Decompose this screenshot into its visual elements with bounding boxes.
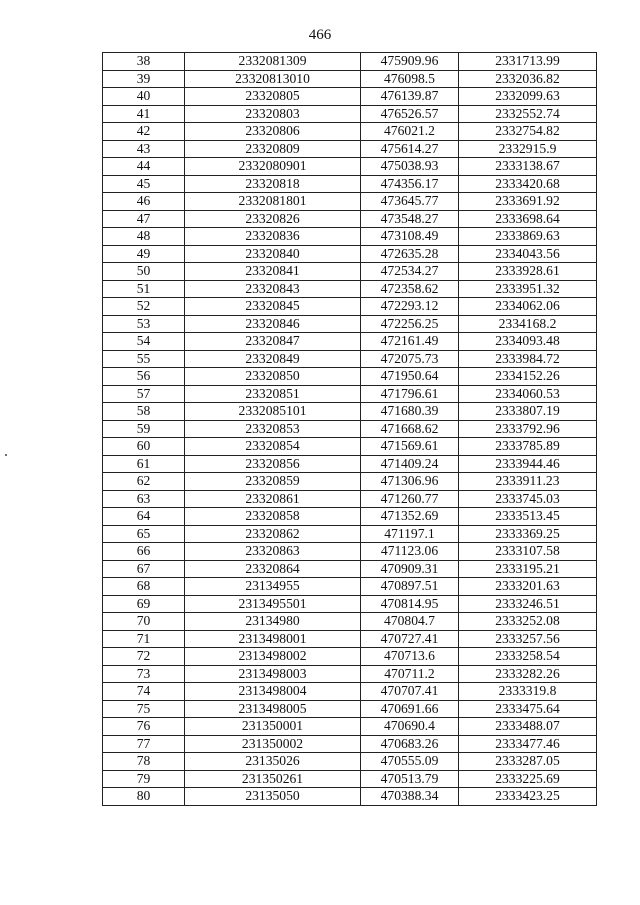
y-coordinate-cell: 2334060.53 xyxy=(459,385,597,403)
table-row xyxy=(103,403,597,421)
table-row xyxy=(103,543,597,561)
row-index-cell: 47 xyxy=(103,210,185,228)
table-row xyxy=(103,298,597,316)
point-id-cell: 23320806 xyxy=(185,123,361,141)
x-coordinate-cell: 471123.06 xyxy=(361,543,459,561)
point-id-cell: 2313498003 xyxy=(185,665,361,683)
point-id-cell: 23135050 xyxy=(185,788,361,806)
x-coordinate-cell: 471260.77 xyxy=(361,490,459,508)
x-coordinate-cell: 472635.28 xyxy=(361,245,459,263)
point-id-cell: 231350002 xyxy=(185,735,361,753)
row-index-cell: 49 xyxy=(103,245,185,263)
table-row xyxy=(103,665,597,683)
row-index-cell: 42 xyxy=(103,123,185,141)
y-coordinate-cell: 2333984.72 xyxy=(459,350,597,368)
row-index-cell: 45 xyxy=(103,175,185,193)
table-row xyxy=(103,630,597,648)
row-index-cell: 72 xyxy=(103,648,185,666)
y-coordinate-cell: 2333195.21 xyxy=(459,560,597,578)
table-row xyxy=(103,140,597,158)
x-coordinate-cell: 472358.62 xyxy=(361,280,459,298)
point-id-cell: 23320803 xyxy=(185,105,361,123)
point-id-cell: 23320836 xyxy=(185,228,361,246)
x-coordinate-cell: 471668.62 xyxy=(361,420,459,438)
x-coordinate-cell: 475909.96 xyxy=(361,53,459,71)
x-coordinate-cell: 471950.64 xyxy=(361,368,459,386)
table-row xyxy=(103,158,597,176)
x-coordinate-cell: 476098.5 xyxy=(361,70,459,88)
point-id-cell: 23320826 xyxy=(185,210,361,228)
table-row xyxy=(103,350,597,368)
y-coordinate-cell: 2334043.56 xyxy=(459,245,597,263)
row-index-cell: 40 xyxy=(103,88,185,106)
table-row xyxy=(103,315,597,333)
point-id-cell: 23320846 xyxy=(185,315,361,333)
y-coordinate-cell: 2334152.26 xyxy=(459,368,597,386)
y-coordinate-cell: 2333869.63 xyxy=(459,228,597,246)
point-id-cell: 2332081309 xyxy=(185,53,361,71)
point-id-cell: 23320841 xyxy=(185,263,361,281)
x-coordinate-cell: 470897.51 xyxy=(361,578,459,596)
row-index-cell: 60 xyxy=(103,438,185,456)
table-row xyxy=(103,70,597,88)
row-index-cell: 78 xyxy=(103,753,185,771)
row-index-cell: 76 xyxy=(103,718,185,736)
table-row xyxy=(103,735,597,753)
x-coordinate-cell: 470555.09 xyxy=(361,753,459,771)
point-id-cell: 23134980 xyxy=(185,613,361,631)
row-index-cell: 41 xyxy=(103,105,185,123)
x-coordinate-cell: 471680.39 xyxy=(361,403,459,421)
point-id-cell: 23320843 xyxy=(185,280,361,298)
row-index-cell: 61 xyxy=(103,455,185,473)
table-row xyxy=(103,175,597,193)
table-row xyxy=(103,613,597,631)
point-id-cell: 23320813010 xyxy=(185,70,361,88)
table-row xyxy=(103,333,597,351)
point-id-cell: 23320862 xyxy=(185,525,361,543)
table-row xyxy=(103,88,597,106)
y-coordinate-cell: 2333513.45 xyxy=(459,508,597,526)
table-row xyxy=(103,525,597,543)
row-index-cell: 50 xyxy=(103,263,185,281)
point-id-cell: 2313498004 xyxy=(185,683,361,701)
coordinates-table-body xyxy=(103,53,597,806)
row-index-cell: 64 xyxy=(103,508,185,526)
table-row xyxy=(103,718,597,736)
y-coordinate-cell: 2333287.05 xyxy=(459,753,597,771)
y-coordinate-cell: 2333138.67 xyxy=(459,158,597,176)
point-id-cell: 23320853 xyxy=(185,420,361,438)
point-id-cell: 23320851 xyxy=(185,385,361,403)
x-coordinate-cell: 470804.7 xyxy=(361,613,459,631)
x-coordinate-cell: 471352.69 xyxy=(361,508,459,526)
x-coordinate-cell: 472161.49 xyxy=(361,333,459,351)
y-coordinate-cell: 2333698.64 xyxy=(459,210,597,228)
table-row xyxy=(103,368,597,386)
table-row xyxy=(103,700,597,718)
table-row xyxy=(103,210,597,228)
row-index-cell: 69 xyxy=(103,595,185,613)
point-id-cell: 23320858 xyxy=(185,508,361,526)
x-coordinate-cell: 470707.41 xyxy=(361,683,459,701)
table-row xyxy=(103,473,597,491)
table-row xyxy=(103,280,597,298)
x-coordinate-cell: 470690.4 xyxy=(361,718,459,736)
y-coordinate-cell: 2332915.9 xyxy=(459,140,597,158)
table-row xyxy=(103,770,597,788)
point-id-cell: 23320840 xyxy=(185,245,361,263)
y-coordinate-cell: 2333928.61 xyxy=(459,263,597,281)
y-coordinate-cell: 2333201.63 xyxy=(459,578,597,596)
row-index-cell: 58 xyxy=(103,403,185,421)
x-coordinate-cell: 470683.26 xyxy=(361,735,459,753)
y-coordinate-cell: 2333691.92 xyxy=(459,193,597,211)
y-coordinate-cell: 2333785.89 xyxy=(459,438,597,456)
x-coordinate-cell: 470727.41 xyxy=(361,630,459,648)
page-number: 466 xyxy=(308,27,332,43)
table-row xyxy=(103,560,597,578)
y-coordinate-cell: 2333944.46 xyxy=(459,455,597,473)
y-coordinate-cell: 2333225.69 xyxy=(459,770,597,788)
x-coordinate-cell: 473108.49 xyxy=(361,228,459,246)
y-coordinate-cell: 2333420.68 xyxy=(459,175,597,193)
point-id-cell: 2313498001 xyxy=(185,630,361,648)
row-index-cell: 68 xyxy=(103,578,185,596)
point-id-cell: 23320859 xyxy=(185,473,361,491)
y-coordinate-cell: 2333911.23 xyxy=(459,473,597,491)
y-coordinate-cell: 2332552.74 xyxy=(459,105,597,123)
table-row xyxy=(103,508,597,526)
row-index-cell: 70 xyxy=(103,613,185,631)
y-coordinate-cell: 2332754.82 xyxy=(459,123,597,141)
point-id-cell: 23134955 xyxy=(185,578,361,596)
y-coordinate-cell: 2333488.07 xyxy=(459,718,597,736)
y-coordinate-cell: 2333369.25 xyxy=(459,525,597,543)
table-row xyxy=(103,123,597,141)
x-coordinate-cell: 472075.73 xyxy=(361,350,459,368)
y-coordinate-cell: 2333258.54 xyxy=(459,648,597,666)
row-index-cell: 44 xyxy=(103,158,185,176)
point-id-cell: 23320847 xyxy=(185,333,361,351)
point-id-cell: 231350001 xyxy=(185,718,361,736)
x-coordinate-cell: 472293.12 xyxy=(361,298,459,316)
row-index-cell: 80 xyxy=(103,788,185,806)
y-coordinate-cell: 2334093.48 xyxy=(459,333,597,351)
x-coordinate-cell: 476139.87 xyxy=(361,88,459,106)
row-index-cell: 48 xyxy=(103,228,185,246)
y-coordinate-cell: 2333477.46 xyxy=(459,735,597,753)
point-id-cell: 23320854 xyxy=(185,438,361,456)
y-coordinate-cell: 2332099.63 xyxy=(459,88,597,106)
x-coordinate-cell: 471796.61 xyxy=(361,385,459,403)
row-index-cell: 38 xyxy=(103,53,185,71)
x-coordinate-cell: 473548.27 xyxy=(361,210,459,228)
row-index-cell: 43 xyxy=(103,140,185,158)
point-id-cell: 2313495501 xyxy=(185,595,361,613)
row-index-cell: 75 xyxy=(103,700,185,718)
point-id-cell: 23320845 xyxy=(185,298,361,316)
y-coordinate-cell: 2333257.56 xyxy=(459,630,597,648)
row-index-cell: 55 xyxy=(103,350,185,368)
y-coordinate-cell: 2333423.25 xyxy=(459,788,597,806)
point-id-cell: 2332081801 xyxy=(185,193,361,211)
y-coordinate-cell: 2332036.82 xyxy=(459,70,597,88)
coordinates-table xyxy=(102,52,597,806)
y-coordinate-cell: 2333475.64 xyxy=(459,700,597,718)
x-coordinate-cell: 474356.17 xyxy=(361,175,459,193)
point-id-cell: 2313498005 xyxy=(185,700,361,718)
y-coordinate-cell: 2334062.06 xyxy=(459,298,597,316)
point-id-cell: 23320864 xyxy=(185,560,361,578)
scan-speck xyxy=(5,454,7,456)
table-row xyxy=(103,490,597,508)
point-id-cell: 2332085101 xyxy=(185,403,361,421)
y-coordinate-cell: 2333107.58 xyxy=(459,543,597,561)
row-index-cell: 73 xyxy=(103,665,185,683)
row-index-cell: 46 xyxy=(103,193,185,211)
x-coordinate-cell: 471197.1 xyxy=(361,525,459,543)
x-coordinate-cell: 473645.77 xyxy=(361,193,459,211)
x-coordinate-cell: 470513.79 xyxy=(361,770,459,788)
y-coordinate-cell: 2334168.2 xyxy=(459,315,597,333)
table-row xyxy=(103,455,597,473)
row-index-cell: 54 xyxy=(103,333,185,351)
table-row xyxy=(103,105,597,123)
row-index-cell: 67 xyxy=(103,560,185,578)
table-row xyxy=(103,753,597,771)
y-coordinate-cell: 2333252.08 xyxy=(459,613,597,631)
point-id-cell: 23320856 xyxy=(185,455,361,473)
table-row xyxy=(103,263,597,281)
x-coordinate-cell: 471569.61 xyxy=(361,438,459,456)
x-coordinate-cell: 475614.27 xyxy=(361,140,459,158)
point-id-cell: 23320809 xyxy=(185,140,361,158)
y-coordinate-cell: 2333951.32 xyxy=(459,280,597,298)
table-row xyxy=(103,578,597,596)
point-id-cell: 2313498002 xyxy=(185,648,361,666)
x-coordinate-cell: 470814.95 xyxy=(361,595,459,613)
row-index-cell: 52 xyxy=(103,298,185,316)
row-index-cell: 79 xyxy=(103,770,185,788)
table-row xyxy=(103,245,597,263)
x-coordinate-cell: 470388.34 xyxy=(361,788,459,806)
point-id-cell: 23320818 xyxy=(185,175,361,193)
point-id-cell: 23320861 xyxy=(185,490,361,508)
table-row xyxy=(103,648,597,666)
table-row xyxy=(103,193,597,211)
x-coordinate-cell: 472534.27 xyxy=(361,263,459,281)
y-coordinate-cell: 2333246.51 xyxy=(459,595,597,613)
x-coordinate-cell: 471409.24 xyxy=(361,455,459,473)
x-coordinate-cell: 470713.6 xyxy=(361,648,459,666)
x-coordinate-cell: 470691.66 xyxy=(361,700,459,718)
point-id-cell: 2332080901 xyxy=(185,158,361,176)
row-index-cell: 57 xyxy=(103,385,185,403)
row-index-cell: 63 xyxy=(103,490,185,508)
point-id-cell: 23320849 xyxy=(185,350,361,368)
table-row xyxy=(103,438,597,456)
row-index-cell: 59 xyxy=(103,420,185,438)
table-row xyxy=(103,53,597,71)
row-index-cell: 56 xyxy=(103,368,185,386)
x-coordinate-cell: 475038.93 xyxy=(361,158,459,176)
point-id-cell: 23320850 xyxy=(185,368,361,386)
y-coordinate-cell: 2333745.03 xyxy=(459,490,597,508)
y-coordinate-cell: 2331713.99 xyxy=(459,53,597,71)
y-coordinate-cell: 2333807.19 xyxy=(459,403,597,421)
x-coordinate-cell: 476021.2 xyxy=(361,123,459,141)
point-id-cell: 231350261 xyxy=(185,770,361,788)
row-index-cell: 62 xyxy=(103,473,185,491)
x-coordinate-cell: 471306.96 xyxy=(361,473,459,491)
table-row xyxy=(103,420,597,438)
x-coordinate-cell: 472256.25 xyxy=(361,315,459,333)
row-index-cell: 51 xyxy=(103,280,185,298)
table-row xyxy=(103,595,597,613)
table-row xyxy=(103,788,597,806)
y-coordinate-cell: 2333282.26 xyxy=(459,665,597,683)
row-index-cell: 65 xyxy=(103,525,185,543)
table-row xyxy=(103,228,597,246)
x-coordinate-cell: 470711.2 xyxy=(361,665,459,683)
row-index-cell: 77 xyxy=(103,735,185,753)
y-coordinate-cell: 2333792.96 xyxy=(459,420,597,438)
x-coordinate-cell: 476526.57 xyxy=(361,105,459,123)
row-index-cell: 53 xyxy=(103,315,185,333)
point-id-cell: 23135026 xyxy=(185,753,361,771)
x-coordinate-cell: 470909.31 xyxy=(361,560,459,578)
row-index-cell: 66 xyxy=(103,543,185,561)
row-index-cell: 74 xyxy=(103,683,185,701)
table-row xyxy=(103,385,597,403)
row-index-cell: 71 xyxy=(103,630,185,648)
table-row xyxy=(103,683,597,701)
y-coordinate-cell: 2333319.8 xyxy=(459,683,597,701)
point-id-cell: 23320805 xyxy=(185,88,361,106)
point-id-cell: 23320863 xyxy=(185,543,361,561)
row-index-cell: 39 xyxy=(103,70,185,88)
